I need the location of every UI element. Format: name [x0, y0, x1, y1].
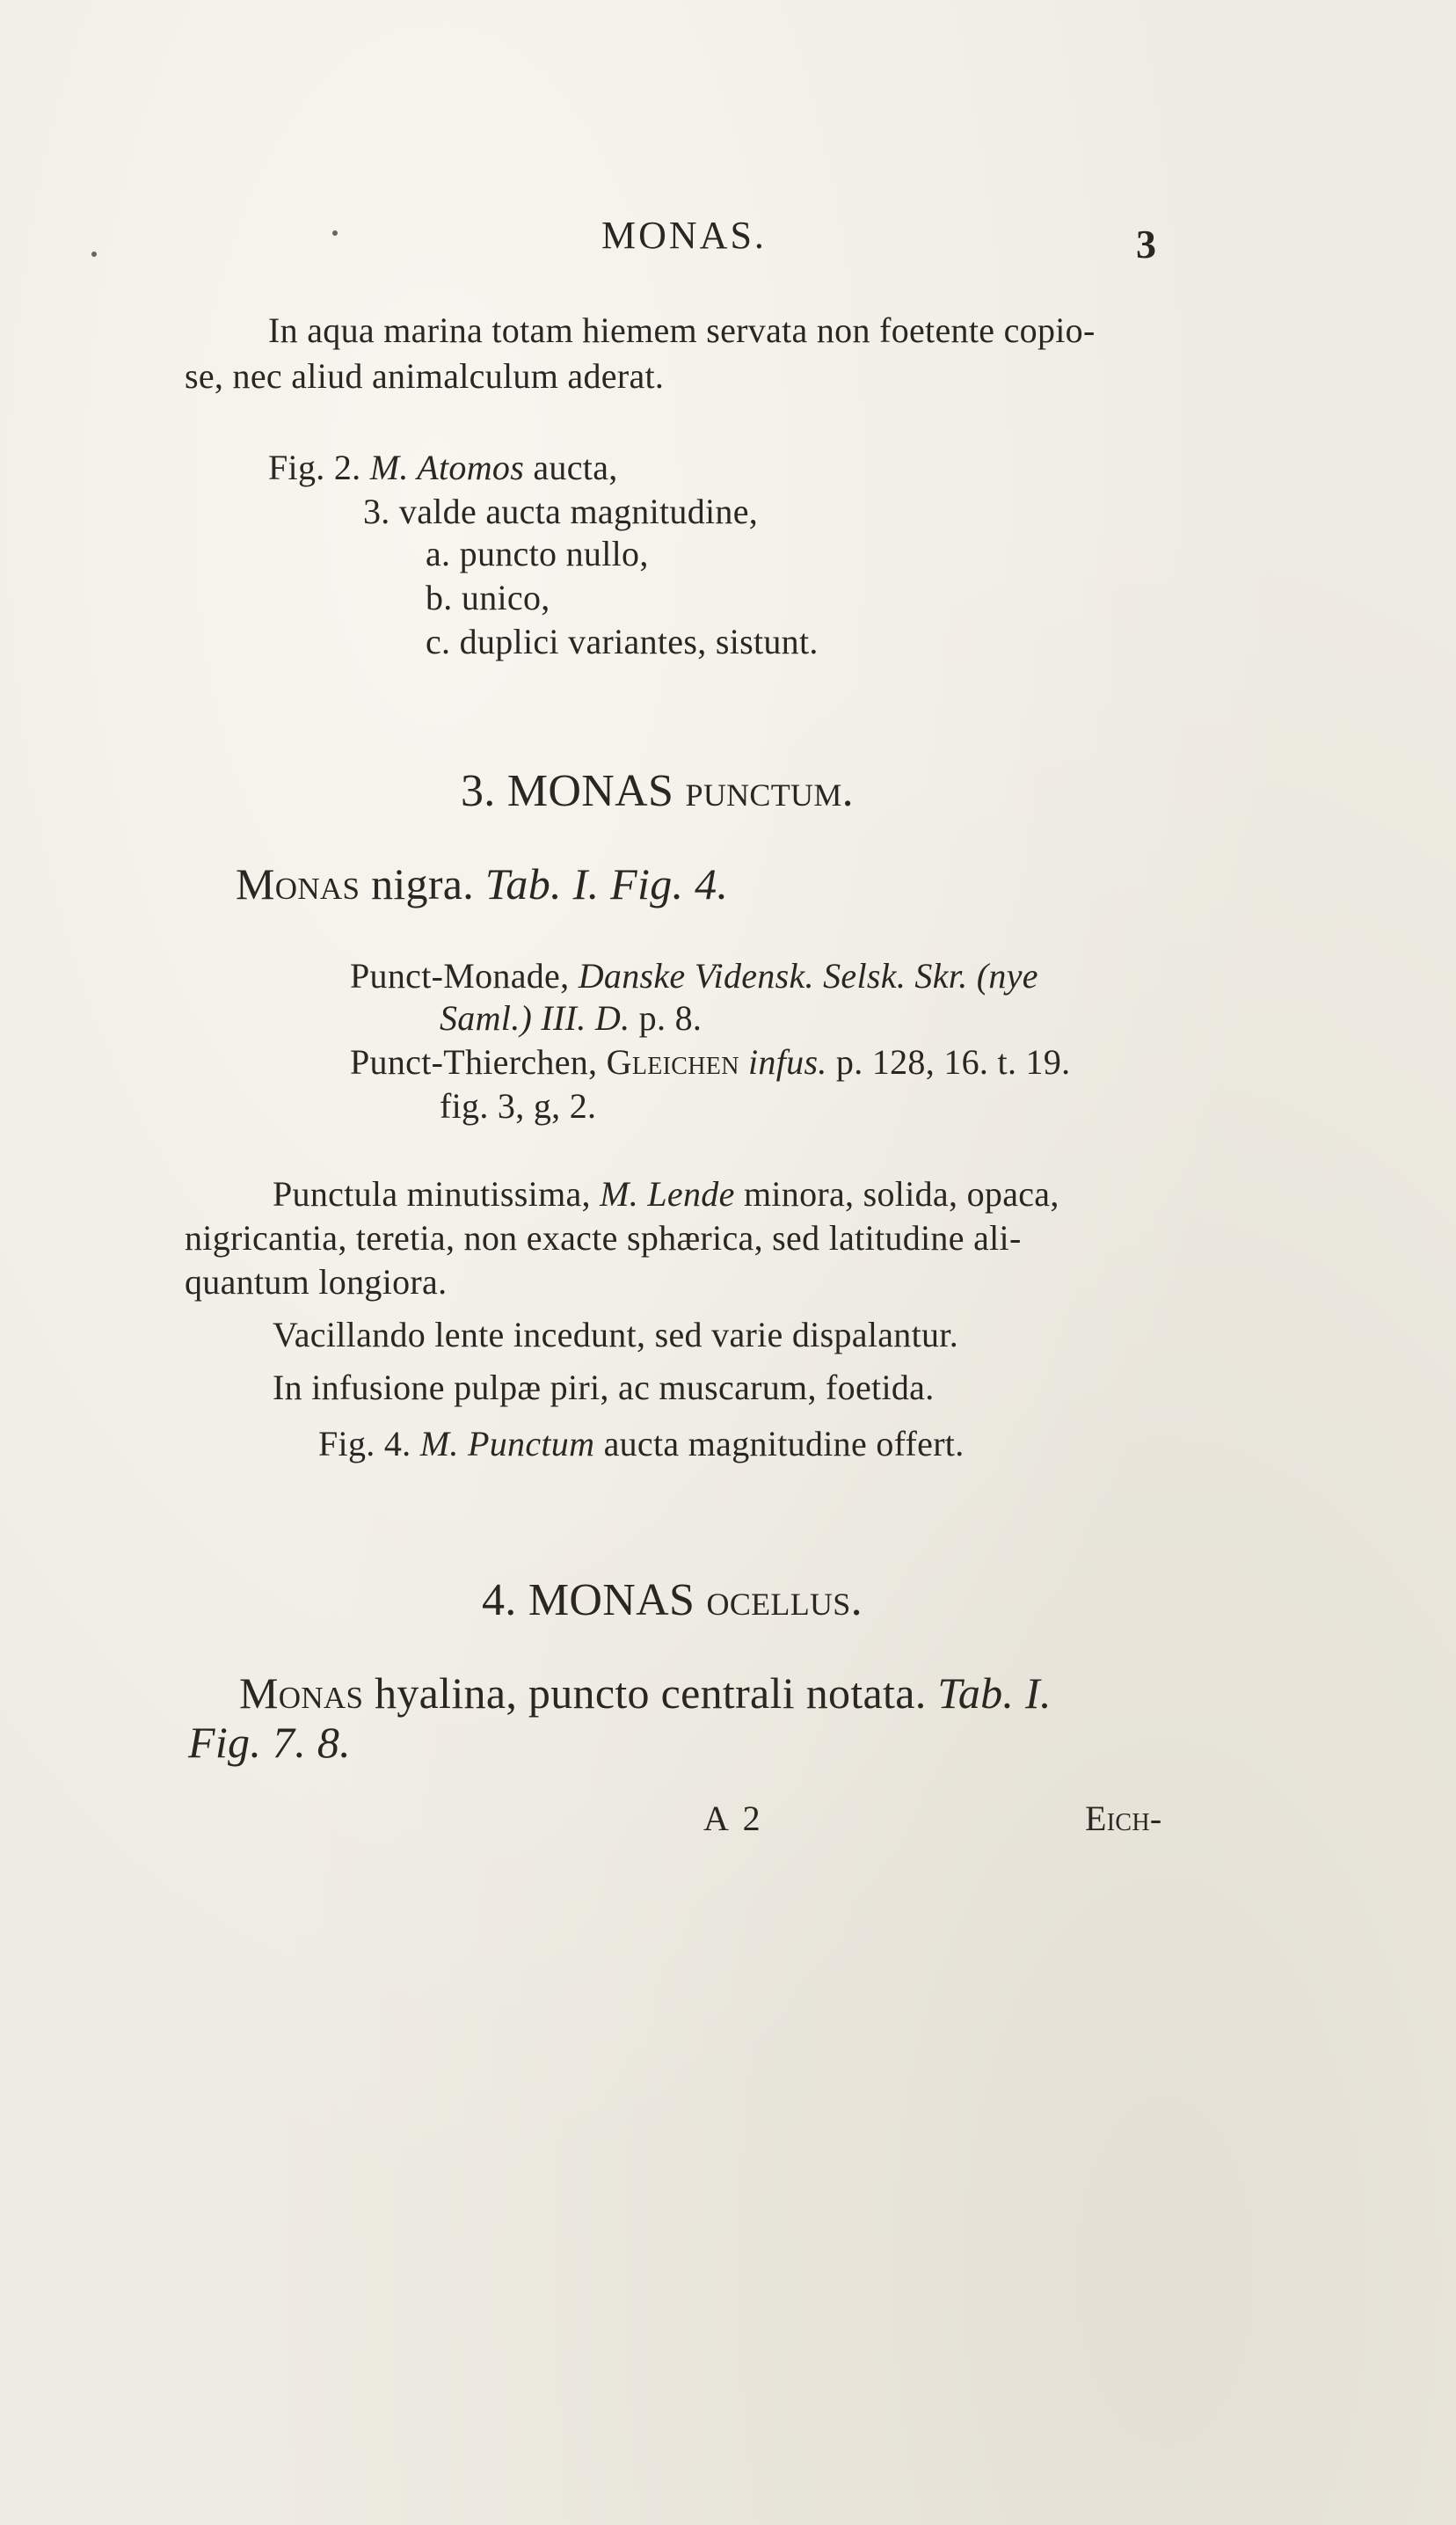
description-line-2: nigricantia, teretia, non exacte sphærica, sed latitudine ali-	[185, 1218, 1022, 1258]
intro-line-1: In aqua marina totam hiemem servata non foetente copio-	[268, 310, 1096, 350]
page-number: 3	[1136, 222, 1157, 266]
section-3-synopsis: Monas nigra. Tab. I. Fig. 4.	[236, 859, 729, 909]
fig2-line-2: 3. valde aucta magnitudine,	[363, 492, 759, 531]
description-line-1: Punctula minutissima, M. Lende minora, solida, opaca,	[273, 1174, 1059, 1214]
ink-speck	[332, 230, 338, 236]
fig2-line-1: Fig. 2. M. Atomos aucta,	[268, 448, 618, 487]
reference-1: Punct-Monade, Danske Vidensk. Selsk. Skr. (nye	[350, 956, 1038, 996]
section-4-synopsis: Monas hyalina, puncto centrali notata. Tab. I.	[239, 1668, 1052, 1718]
description-line-4: Vacillando lente incedunt, sed varie dispalantur.	[273, 1315, 959, 1354]
section-4-heading: 4. MONAS ocellus.	[482, 1575, 863, 1625]
fig2-line-3: a. puncto nullo,	[426, 534, 649, 573]
reference-2: Saml.) III. D. p. 8.	[440, 998, 703, 1038]
reference-4: fig. 3, g, 2.	[440, 1086, 597, 1126]
intro-line-2: se, nec aliud animalculum aderat.	[185, 356, 665, 396]
reference-3: Punct-Thierchen, Gleichen infus. p. 128, 16. t. 19.	[350, 1042, 1071, 1082]
fig2-line-5: c. duplici variantes, sistunt.	[426, 622, 819, 661]
signature-mark: A 2	[703, 1799, 764, 1838]
section-3-heading: 3. MONAS punctum.	[461, 766, 854, 816]
catchword: Eich-	[1085, 1799, 1162, 1838]
fig2-line-4: b. unico,	[426, 578, 550, 617]
description-line-5: In infusione pulpæ piri, ac muscarum, foetida.	[273, 1368, 935, 1407]
description-line-3: quantum longiora.	[185, 1262, 448, 1302]
section-4-synopsis-cont: Fig. 7. 8.	[188, 1718, 351, 1767]
running-title: MONAS.	[601, 214, 767, 257]
ink-speck	[91, 252, 97, 257]
figure-caption: Fig. 4. M. Punctum aucta magnitudine offert.	[318, 1424, 965, 1463]
